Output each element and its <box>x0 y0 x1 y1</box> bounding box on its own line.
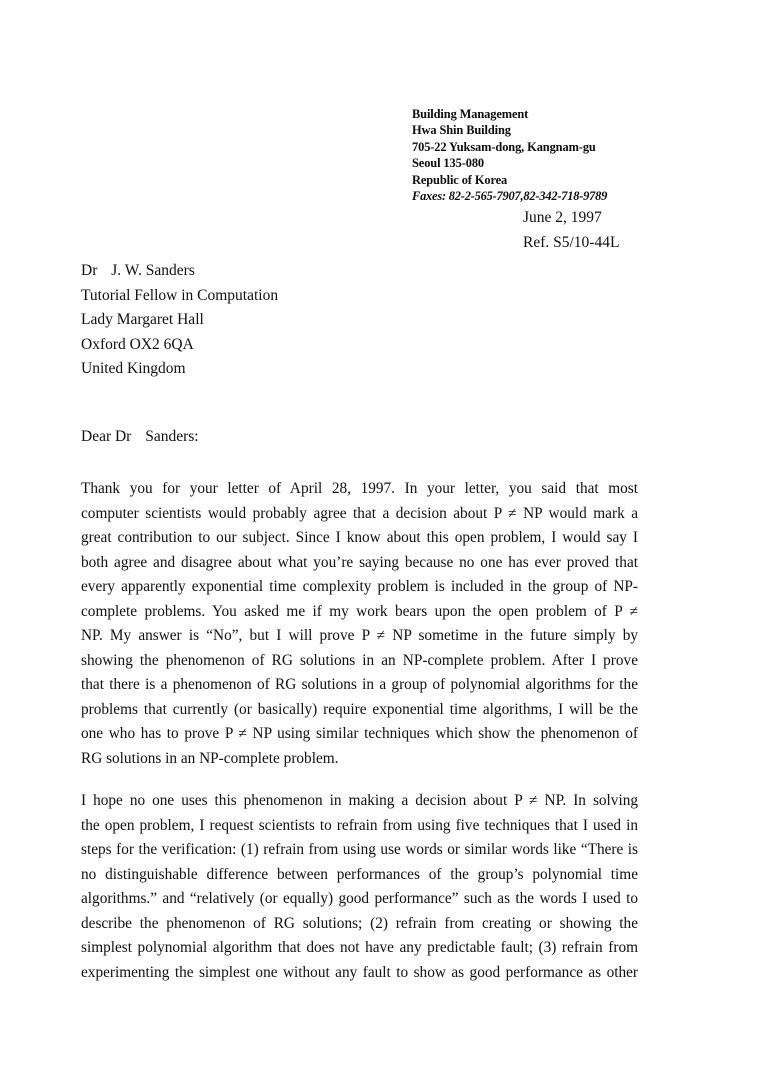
paragraph-line: that there is a phenomenon of RG solutions in a group of polynomial algorithms for the <box>81 676 638 694</box>
paragraph-line: simplest polynomial algorithm that does not have any predictable fault; (3) refrain from <box>81 939 638 957</box>
paragraph-line: no distinguishable difference between performances of the group’s polynomial time <box>81 865 638 883</box>
paragraph-line: showing the phenomenon of RG solutions in an NP-complete problem. After I prove <box>81 651 638 669</box>
body-paragraph-1 <box>81 477 638 772</box>
paragraph-line: I hope no one uses this phenomenon in making a decision about P ≠ NP. In solving <box>81 792 638 809</box>
paragraph-line: both agree and disagree about what you’re saying because no one has ever proved that <box>81 553 638 571</box>
recipient-city-postcode: Oxford OX2 6QA <box>81 335 194 353</box>
sender-street-address: 705-22 Yuksam-dong, Kangnam-gu <box>412 139 596 154</box>
salutation <box>81 425 199 449</box>
letter-reference: Ref. S5/10-44L <box>523 234 620 251</box>
sender-country: Republic of Korea <box>412 172 508 187</box>
paragraph-line: problems that currently (or basically) require exponential time algorithms, I will be the <box>81 700 638 718</box>
paragraph-line: the open problem, I request scientists to refrain from using five techniques that I used in <box>81 816 638 834</box>
salutation-name: Sanders: <box>145 428 199 445</box>
paragraph-line: Thank you for your letter of April 28, 1997. In your letter, you said that most <box>81 480 638 497</box>
sender-building: Hwa Shin Building <box>412 123 511 138</box>
paragraph-line: computer scientists would probably agree that a decision about P ≠ NP would mark a <box>81 504 638 522</box>
date-reference-block <box>523 205 619 255</box>
recipient-name-line <box>81 259 278 284</box>
paragraph-line: steps for the verification: (1) refrain from using use words or similar words like “There is <box>81 841 638 859</box>
sender-fax-numbers: Faxes: 82-2-565-7907,82-342-718-9789 <box>412 189 608 204</box>
paragraph-line: algorithms.” and “relatively (or equally) good performance” such as the words I used to <box>81 890 638 908</box>
paragraph-line: NP. My answer is “No”, but I will prove P ≠ NP sometime in the future simply by <box>81 627 638 645</box>
paragraph-line: describe the phenomenon of RG solutions; (2) refrain from creating or showing the <box>81 914 638 932</box>
recipient-institution: Lady Margaret Hall <box>81 311 204 328</box>
recipient-address <box>81 259 278 382</box>
letter-date: June 2, 1997 <box>523 209 602 226</box>
recipient-name: J. W. Sanders <box>111 262 195 279</box>
paragraph-line: RG solutions in an NP-complete problem. <box>81 750 339 768</box>
recipient-title: Dr <box>81 262 98 279</box>
sender-organization: Building Management <box>412 107 529 121</box>
paragraph-line: complete problems. You asked me if my work bears upon the open problem of P ≠ <box>81 602 638 620</box>
sender-letterhead <box>412 106 607 204</box>
paragraph-line: every apparently exponential time complexity problem is included in the group of NP- <box>81 578 638 596</box>
sender-city-postcode: Seoul 135-080 <box>412 156 485 171</box>
recipient-country: United Kingdom <box>81 360 186 377</box>
paragraph-line: great contribution to our subject. Since I know about this open problem, I would say I <box>81 529 638 547</box>
body-paragraph-2 <box>81 789 638 985</box>
paragraph-line: one who has to prove P ≠ NP using similar techniques which show the phenomenon of <box>81 725 638 743</box>
salutation-greeting: Dear Dr <box>81 428 132 445</box>
recipient-position: Tutorial Fellow in Computation <box>81 286 279 304</box>
paragraph-line: experimenting the simplest one without any fault to show as good performance as other <box>81 963 638 981</box>
